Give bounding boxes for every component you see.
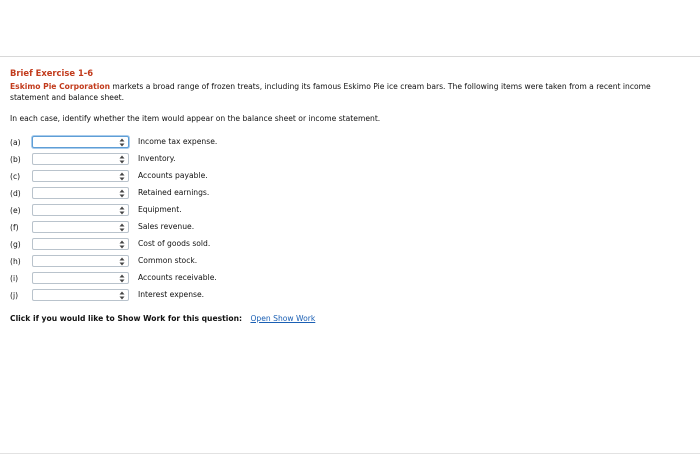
- show-work-row: [10, 314, 315, 323]
- classification-select-j[interactable]: [32, 289, 129, 301]
- item-row-j: [10, 289, 410, 304]
- classification-select-h[interactable]: [32, 255, 129, 267]
- item-label: Equipment.: [138, 205, 182, 214]
- item-row-h: [10, 255, 410, 270]
- item-letter: (a): [10, 138, 21, 147]
- item-letter: (b): [10, 155, 21, 164]
- item-label: Accounts payable.: [138, 171, 208, 180]
- select-arrows-icon: [119, 206, 125, 215]
- item-letter: (i): [10, 274, 19, 283]
- select-arrows-icon: [119, 189, 125, 198]
- item-label: Accounts receivable.: [138, 273, 217, 282]
- exercise-intro: [10, 82, 690, 103]
- item-row-f: [10, 221, 410, 236]
- item-letter: (f): [10, 223, 19, 232]
- intro-text: markets a broad range of frozen treats, including its famous Eskimo Pie ice cream bars. The following items were taken from a recent income statement and balance sheet.: [10, 82, 651, 102]
- item-letter: (d): [10, 189, 21, 198]
- item-letter: (j): [10, 291, 19, 300]
- select-arrows-icon: [119, 138, 125, 147]
- show-work-prompt: Click if you would like to Show Work for this question:: [10, 314, 243, 323]
- classification-select-d[interactable]: [32, 187, 129, 199]
- item-label: Income tax expense.: [138, 137, 218, 146]
- classification-select-e[interactable]: [32, 204, 129, 216]
- item-letter: (h): [10, 257, 21, 266]
- item-label: Retained earnings.: [138, 188, 210, 197]
- exercise-title: Brief Exercise 1-6: [10, 68, 94, 78]
- item-letter: (g): [10, 240, 21, 249]
- item-label: Cost of goods sold.: [138, 239, 211, 248]
- classification-select-f[interactable]: [32, 221, 129, 233]
- select-arrows-icon: [119, 240, 125, 249]
- item-letter: (e): [10, 206, 21, 215]
- item-row-d: [10, 187, 410, 202]
- classification-select-i[interactable]: [32, 272, 129, 284]
- company-name: Eskimo Pie Corporation: [10, 82, 111, 91]
- classification-select-b[interactable]: [32, 153, 129, 165]
- bottom-divider: [0, 453, 700, 454]
- classification-select-g[interactable]: [32, 238, 129, 250]
- item-letter: (c): [10, 172, 21, 181]
- select-arrows-icon: [119, 291, 125, 300]
- item-label: Sales revenue.: [138, 222, 195, 231]
- instructions: In each case, identify whether the item would appear on the balance sheet or income statement.: [10, 114, 381, 123]
- item-row-g: [10, 238, 410, 253]
- item-row-b: [10, 153, 410, 168]
- item-row-i: [10, 272, 410, 287]
- select-arrows-icon: [119, 274, 125, 283]
- select-arrows-icon: [119, 257, 125, 266]
- item-row-c: [10, 170, 410, 185]
- item-row-e: [10, 204, 410, 219]
- item-row-a: [10, 136, 410, 151]
- item-label: Interest expense.: [138, 290, 205, 299]
- classification-select-a[interactable]: [32, 136, 129, 148]
- select-arrows-icon: [119, 172, 125, 181]
- classification-select-c[interactable]: [32, 170, 129, 182]
- open-show-work-link[interactable]: Open Show Work: [250, 314, 316, 323]
- item-label: Common stock.: [138, 256, 198, 265]
- item-label: Inventory.: [138, 154, 176, 163]
- select-arrows-icon: [119, 155, 125, 164]
- top-divider: [0, 56, 700, 57]
- select-arrows-icon: [119, 223, 125, 232]
